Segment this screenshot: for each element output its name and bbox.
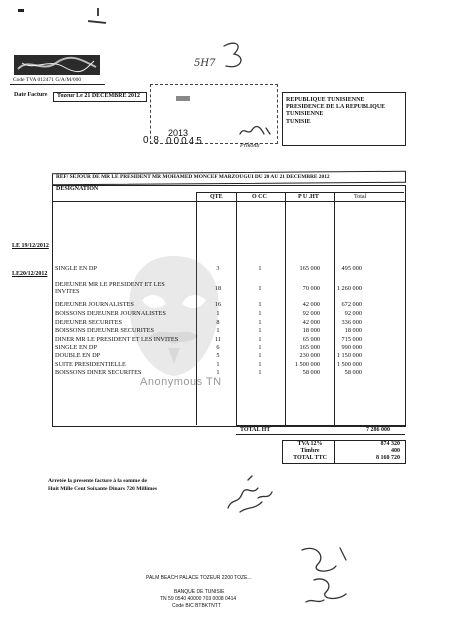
row-total: 18 000 [344, 327, 362, 334]
row-qte: 1 [216, 310, 220, 317]
row-designation: SUITE PRESIDENTIELLE [55, 361, 126, 368]
row-occ: 1 [258, 369, 262, 376]
stamp-signature: Prikonti [240, 143, 260, 149]
stamp-year: 2013 [168, 128, 189, 138]
stamp-arabic-scribble [238, 124, 272, 138]
top-dash [88, 20, 106, 24]
row-qte: 1 [216, 327, 220, 334]
footer-line1: PALM BEACH PALACE TOZEUR 2200 TOZE... [146, 575, 252, 581]
row-occ: 1 [258, 301, 262, 308]
row-occ: 1 [258, 327, 262, 334]
row-pu: 70 000 [302, 285, 320, 292]
stamp-number: 0 8 [143, 135, 160, 146]
total-ht-value: 7 286 000 [366, 427, 390, 433]
footer-line2: BANQUE DE TUNISIE [174, 589, 225, 595]
row-designation: DINER MR LE PRESIDENT ET LES INVITES [55, 336, 179, 343]
total-ht-label: TOTAL HT [240, 427, 271, 433]
row-designation: DEJEUNER MR LE PRESIDENT ET LES INVITES [55, 281, 165, 295]
totals-label: TOTAL TTC [293, 455, 327, 461]
row-qte: 6 [216, 344, 220, 351]
row-pu: 58 000 [302, 369, 320, 376]
row-designation: DEJEUNER SECURITES [55, 319, 122, 326]
date-entry-1: LE 19/12/2012 [12, 243, 49, 249]
row-occ: 1 [258, 352, 262, 359]
row-qte: 11 [214, 336, 222, 343]
row-total: 58 000 [344, 369, 362, 376]
row-occ: 1 [258, 285, 262, 292]
row-pu: 65 000 [302, 336, 320, 343]
row-occ: 1 [258, 310, 262, 317]
date-entry-2: LE20/12/2012 [12, 271, 48, 277]
row-pu: 42 000 [302, 319, 320, 326]
row-designation: BOISSONS DEJEUNER JOURNALISTES [55, 310, 166, 317]
header-pu-ht: P U .HT [298, 194, 319, 200]
arrete-line2: Huit Mille Cent Soixante Dinars 720 Millimes [48, 486, 158, 492]
row-occ: 1 [258, 319, 262, 326]
header-rule [10, 84, 105, 85]
row-qte: 18 [214, 285, 222, 292]
row-designation: BOISSONS DEJEUNER SECURITES [55, 327, 155, 334]
handwritten-annotation [194, 40, 246, 80]
row-total: 336 000 [341, 319, 362, 326]
reference-text: REF/ SEJOUR DE MR LE PRESIDENT MR MOHAMED MONCEF MARZOUGUI DU 20 AU 21 DECEMBRE 2012 [56, 174, 330, 180]
row-qte: 8 [216, 319, 220, 326]
row-pu: 92 000 [302, 310, 320, 317]
row-pu: 1 500 000 [294, 361, 320, 368]
row-total: 1 150 000 [336, 352, 362, 359]
top-tick [97, 8, 99, 16]
row-total: 1 500 000 [336, 361, 362, 368]
totals-value: 8 160 720 [376, 455, 400, 461]
header-qte: QTE [210, 194, 223, 200]
stamp-label-box [176, 96, 190, 101]
row-occ: 1 [258, 344, 262, 351]
row-pu: 165 000 [299, 344, 320, 351]
row-total: 990 000 [341, 344, 362, 351]
handwritten-signature-2 [296, 540, 356, 610]
row-pu: 42 000 [302, 301, 320, 308]
row-occ: 1 [258, 336, 262, 343]
row-designation: BOISSONS DINER SECURITES [55, 369, 142, 376]
row-designation: DOUBLE EN DP [55, 352, 101, 359]
totals-value: 400 [391, 448, 400, 454]
date-value: Tozeur Le 21 DECEMBRE 2012 [57, 93, 141, 99]
row-pu: 18 000 [302, 327, 320, 334]
row-total: 495 000 [341, 265, 362, 272]
row-total: 1 260 000 [336, 285, 362, 292]
header-occ: O CC [252, 194, 267, 200]
table-header-rule [52, 201, 405, 202]
client-line1: REPUBLIQUE TUNISIENNE [286, 97, 365, 103]
header-designation: DESIGNATION [56, 186, 99, 192]
footer-line3: TN 59 0540 40000 703 0008 0414 [160, 596, 237, 602]
row-qte: 1 [216, 361, 220, 368]
date-label: Date Facture [14, 92, 48, 98]
client-line3: TUNISIENNE [286, 111, 324, 117]
handwritten-signature-1 [218, 468, 278, 516]
footer-line4: Code BIC BTBKTNTT [172, 603, 221, 609]
row-occ: 1 [258, 361, 262, 368]
row-designation: SINGLE EN DP [55, 265, 97, 272]
row-qte: 16 [214, 301, 222, 308]
corner-mark [18, 9, 24, 12]
row-total: 92 000 [344, 310, 362, 317]
row-qte: 1 [216, 369, 220, 376]
client-line2: PRESIDENCE DE LA REPUBLIQUE [286, 104, 386, 110]
watermark-text: Anonymous TN [140, 376, 222, 388]
row-total: 672 000 [341, 301, 362, 308]
totals-label: Timbre [300, 448, 320, 454]
totals-label: TVA 12% [297, 441, 323, 447]
code-tva: Code TVA 012471 G/A/M/000 [13, 77, 82, 83]
arrete-line1: Arretée la presente facture à la somme de [48, 478, 147, 484]
row-qte: 3 [216, 265, 220, 272]
totals-value: 874 320 [380, 441, 400, 447]
client-line4: TUNISIE [286, 119, 311, 125]
row-designation: SINGLE EN DP [55, 344, 97, 351]
stamp-reference: 00045 [166, 136, 204, 147]
row-qte: 5 [216, 352, 220, 359]
row-designation: DEJEUNER JOURNALISTES [55, 301, 134, 308]
row-total: 715 000 [341, 336, 362, 343]
row-pu: 165 000 [299, 265, 320, 272]
header-total: Total [354, 194, 367, 200]
row-occ: 1 [258, 265, 262, 272]
row-pu: 230 000 [299, 352, 320, 359]
svg-text:5H7: 5H7 [194, 58, 216, 69]
hotel-logo [14, 55, 100, 75]
